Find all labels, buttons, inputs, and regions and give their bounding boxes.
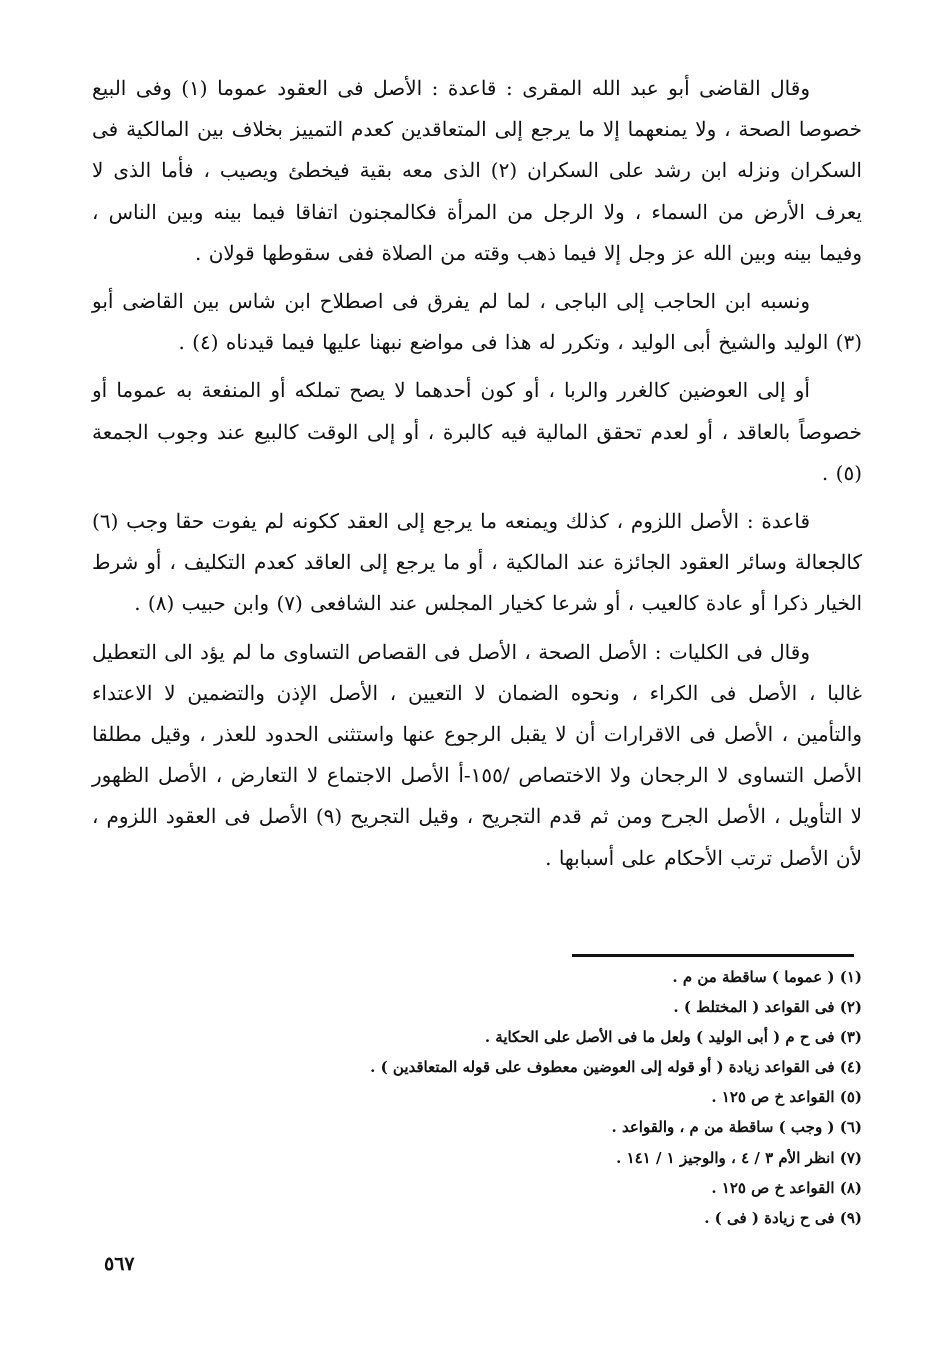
footnote-5: (٥) القواعد خ ص ١٢٥ . [711,1088,862,1107]
paragraph-3: أو إلى العوضين كالغرر والربا ، أو كون أحدهما لا يصح تملكه أو المنفعة به عموما أو خصوصاً بالعاقد ، أو لعدم تحقق المالية فيه كالبرة ، أو إلى الوقت كالبيع عند وجوب الجمعة (٥) . [92,378,862,485]
footnote-4: (٤) فى القواعد زيادة ( أو قوله إلى العوضين معطوف على قوله المتعاقدين ) . [370,1058,862,1077]
footnote-3: (٣) فى ح م ( أبى الوليد ) ولعل ما فى الأصل على الحكاية . [484,1028,862,1047]
paragraph-1: وقال القاضى أبو عبد الله المقرى : قاعدة : الأصل فى العقود عموما (١) وفى البيع خصوصا الصحة ، ولا يمنعهما إلا ما يرجع إلى المتعاقدين كعدم التمييز بخلاف بين المالكية فى السكران ونزله ابن رشد على السكران (٢) الذى معه بقية فيخطئ ويصيب ، فأما الذى لا يعرف الأرض من السماء ، ولا الرجل من المرأة فكالمجنون اتفاقا فيما بينه وبين الناس ، وفيما بينه وبين الله عز وجل إلا فيما ذهب وقته من الصلاة ففى سقوطها قولان . [92,76,862,265]
paragraph-2: ونسبه ابن الحاجب إلى الباجى ، لما لم يفرق فى اصطلاح ابن شاس بين القاضى أبو (٣) الوليد والشيخ أبى الوليد ، وتكرر له هذا فى مواضع نبهنا عليها فيما قيدناه (٤) . [92,289,862,355]
footnote-2: (٢) فى القواعد ( المختلط ) . [673,998,862,1017]
footnote-divider [572,954,854,957]
footnote-8: (٨) القواعد خ ص ١٢٥ . [711,1178,862,1197]
footnote-7: (٧) انظر الأم ٣ / ٤ ، والوجيز ١ / ١٤١ . [616,1148,862,1167]
paragraph-4: قاعدة : الأصل اللزوم ، كذلك ويمنعه ما يرجع إلى العقد ككونه لم يفوت حقا وجب (٦) كالجعالة وسائر العقود الجائزة عند المالكية ، أو ما يرجع إلى العاقد كعدم التكليف ، أو شرط الخيار ذكرا أو عادة كالعيب ، أو شرعا كخيار المجلس عند الشافعى (٧) وابن حبيب (٨) . [92,509,862,616]
footnote-9: (٩) فى ح زيادة ( فى ) . [704,1208,862,1227]
footnote-6: (٦) ( وجب ) ساقطة من م ، والقواعد . [611,1118,862,1137]
footnote-1: (١) ( عموما ) ساقطة من م . [672,968,862,986]
paragraph-5: وقال فى الكليات : الأصل الصحة ، الأصل فى القصاص التساوى ما لم يؤد الى التعطيل غالبا ، الأصل فى الكراء ، ونحوه الضمان لا التعيين ، الأصل الإذن والتضمين لا الاعتداء والتأمين ، الأصل فى الاقرارات أن لا يقبل الرجوع عنها واستثنى الحدود للعذر ، وقيل مطلقا الأصل التساوى لا الرجحان ولا الاختصاص /١٥٥-أ الأصل الاجتماع لا التعارض ، الأصل الظهور لا التأويل ، الأصل الجرح ومن ثم قدم التجريح ، وقيل التجريح (٩) الأصل فى العقود اللزوم ، لأن الأصل ترتب الأحكام على أسبابها . [92,639,863,870]
page-number: ٥٦٧ [104,1253,135,1275]
main-text [92,68,862,886]
footnotes-list [200,962,862,1233]
